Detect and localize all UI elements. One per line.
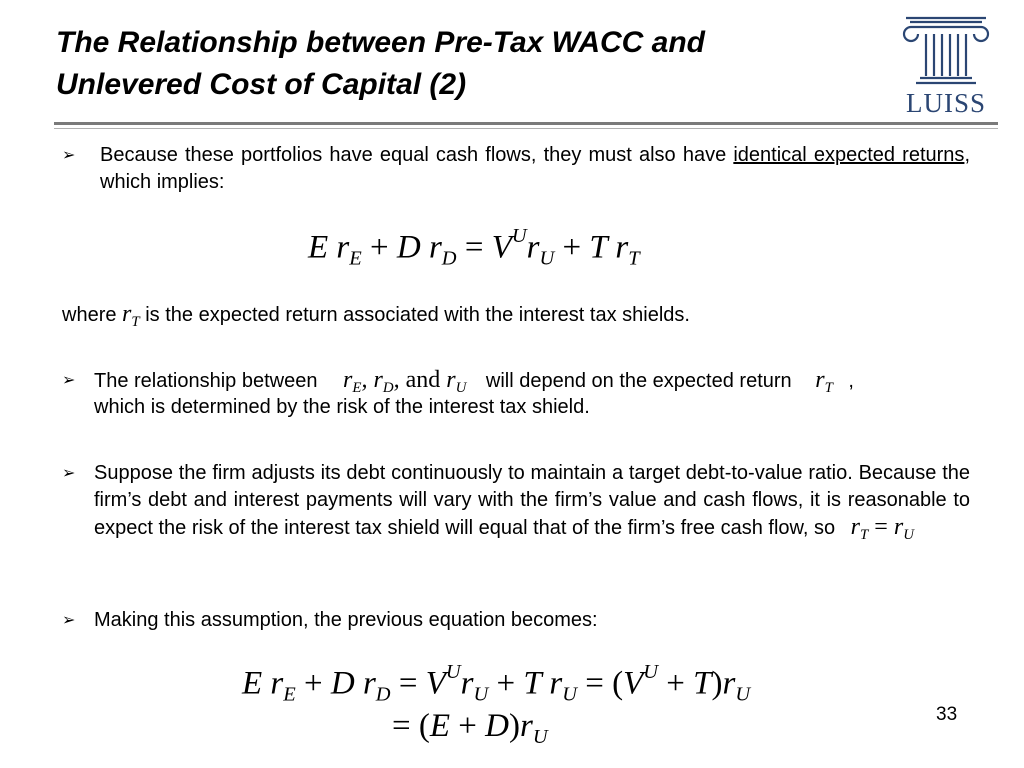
slide-title [56,22,856,106]
title-line-2: Unlevered Cost of Capital (2) [56,68,467,101]
bullet-2-math-rates: $r_E$, $r_D$, and $r_U$ [343,367,467,397]
where-lead: where [62,304,117,326]
bullet-1-icon: ➢ [62,147,76,164]
where-math-rT: $r_T$ [122,301,140,331]
bullet-1-tail: , which implies: [100,144,970,193]
bullet-2-mid: will depend on the expected return [485,370,792,392]
title-divider [54,122,998,125]
bullet-2-lead: The relationship between [94,370,318,392]
logo-text: LUISS [905,88,986,118]
bullet-2-comma: , [848,370,854,392]
equation-2-line-2: = $(E + D)r_U$ [392,708,548,749]
bullet-1-text [100,142,970,196]
bullet-4-icon: ➢ [62,612,76,629]
bullet-3-text [94,460,970,549]
where-line [62,301,962,336]
bullet-2-line-2: which is determined by the risk of the interest tax shield. [94,396,590,418]
bullet-3-math: $r_T = r_U$ [850,514,914,544]
where-tail: is the expected return associated with the interest tax shields. [145,304,690,326]
bullet-1-underlined: identical expected returns [733,144,965,166]
bullet-2-icon: ➢ [62,372,76,389]
bullet-3-icon: ➢ [62,465,76,482]
page-number: 33 [936,704,958,725]
bullet-3-body: Suppose the firm adjusts its debt continuously to maintain a target debt-to-value ratio. Because the firm’s debt and interest payments will vary with the firm’s value and cash flows, it is reasonable to expect the risk of the interest tax shield will equal that of the firm’s free cash flow, so [94,462,970,539]
title-line-1: The Relationship between Pre-Tax WACC and [56,26,705,59]
bullet-2-and: and [405,367,441,393]
equation-1: E $r_E + D$ $r_D = V^Ur_U + T$ $r_T$ [308,225,640,270]
bullet-1-lead: Because these portfolios have equal cash flows, they must also have [100,144,734,166]
title-divider-thin [54,128,998,129]
bullet-2-math-rT: $r_T$ [815,367,833,397]
luiss-logo [896,12,996,118]
column-logo-icon [896,12,996,88]
equation-2-line-1: E $r_E + D$ $r_D = V^Ur_U + T$ $r_U = (V^U + T)r_U$ [242,661,751,706]
bullet-4-text: Making this assumption, the previous equation becomes: [94,609,598,631]
